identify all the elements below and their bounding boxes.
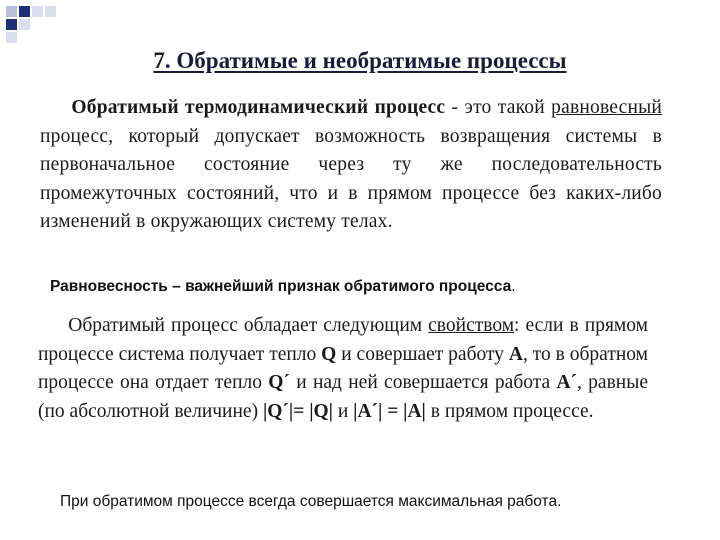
definition-term: Обратимый термодинамический процесс: [71, 97, 446, 118]
decor-square: [19, 19, 30, 30]
property-text: Обратимый процесс обладает следующим: [68, 315, 429, 336]
property-text: в прямом процессе.: [425, 400, 594, 422]
criterion-text: Равновесность – важнейший признак обратимого процесса: [50, 278, 512, 295]
property-text: , то в обратном процессе она отдает тепло: [38, 343, 648, 393]
decor-square: [32, 6, 43, 17]
title-text: 7. Обратимые и необратимые процессы: [153, 48, 567, 73]
heat-prime-symbol: Q´: [268, 372, 290, 393]
definition-paragraph: [40, 94, 662, 237]
decor-square: [6, 6, 17, 17]
property-text: и над ней совершается работа: [289, 372, 557, 393]
page-title: [0, 48, 720, 74]
definition-text: - это такой: [445, 97, 552, 118]
work-equality: |A´| = |A|: [353, 400, 426, 422]
work-symbol: A: [508, 343, 523, 365]
definition-text: процесс, который допускает возможность возвращения системы в первоначальное состояние через ту же последовательность промежуточных состояний, что и в прямом процессе без каких-либо изменений в окружающих систему телах.: [40, 125, 662, 232]
decor-square: [6, 32, 17, 43]
footer-statement: При обратимом процессе всегда совершается максимальная работа.: [60, 493, 562, 510]
equilibrium-word: равновесный: [551, 97, 663, 118]
property-text: , равные (по абсолютной величине): [38, 372, 648, 422]
property-text: и совершает работу: [336, 343, 509, 365]
criterion-statement: [50, 278, 516, 296]
criterion-end: .: [511, 278, 516, 295]
heat-equality: |Q´|= |Q|: [262, 400, 333, 422]
decor-square: [6, 19, 17, 30]
property-word: свойством: [428, 315, 515, 336]
property-paragraph: [38, 312, 648, 426]
work-prime-symbol: A´: [556, 372, 578, 393]
heat-symbol: Q: [321, 343, 337, 365]
decor-square: [45, 6, 56, 17]
decor-square: [19, 6, 30, 17]
property-text: и: [332, 400, 354, 422]
property-text: : если в прямом процессе система получает тепло: [38, 315, 648, 365]
